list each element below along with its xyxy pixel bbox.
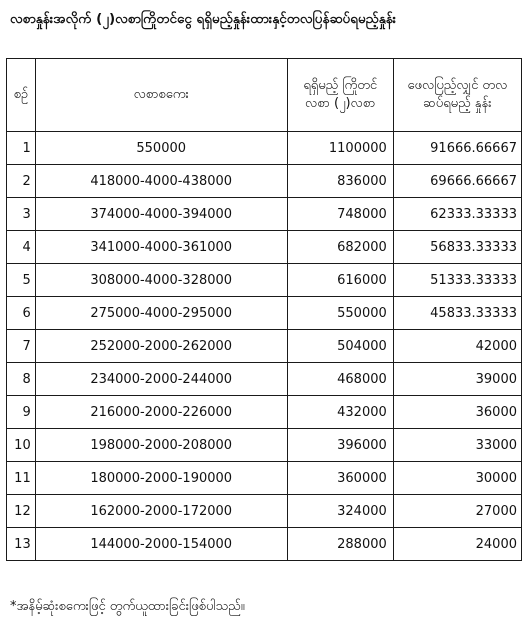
cell-no: 9 bbox=[7, 396, 36, 429]
cell-monthly-repayment: 69666.66667 bbox=[393, 165, 521, 198]
cell-advance-amount: 836000 bbox=[287, 165, 393, 198]
table-row bbox=[7, 396, 522, 429]
cell-advance-amount: 360000 bbox=[287, 462, 393, 495]
header-no: စဉ် bbox=[7, 59, 36, 132]
table-row bbox=[7, 132, 522, 165]
cell-monthly-repayment: 39000 bbox=[393, 363, 521, 396]
cell-no: 10 bbox=[7, 429, 36, 462]
table-row bbox=[7, 528, 522, 561]
cell-no: 12 bbox=[7, 495, 36, 528]
table-row bbox=[7, 165, 522, 198]
cell-advance-amount: 432000 bbox=[287, 396, 393, 429]
page-title: လစာနှုန်းအလိုက် (၂)လစာကြိုတင်ငွေ ရရှိမည့်နှုန်းထားနှင့်တလပြန်ဆပ်ရမည့်နှုန်း bbox=[10, 11, 397, 27]
cell-advance-amount: 288000 bbox=[287, 528, 393, 561]
cell-salary-scale: 308000-4000-328000 bbox=[35, 264, 287, 297]
cell-salary-scale: 216000-2000-226000 bbox=[35, 396, 287, 429]
cell-no: 11 bbox=[7, 462, 36, 495]
header-salary-scale: လစာစကေး bbox=[35, 59, 287, 132]
header-advance-amount: ရရှိမည့် ကြိုတင်လစာ (၂)လစာ bbox=[287, 59, 393, 132]
cell-no: 1 bbox=[7, 132, 36, 165]
cell-salary-scale: 162000-2000-172000 bbox=[35, 495, 287, 528]
table-body bbox=[7, 132, 522, 561]
table-row bbox=[7, 330, 522, 363]
cell-advance-amount: 748000 bbox=[287, 198, 393, 231]
cell-no: 7 bbox=[7, 330, 36, 363]
cell-monthly-repayment: 24000 bbox=[393, 528, 521, 561]
cell-advance-amount: 616000 bbox=[287, 264, 393, 297]
cell-advance-amount: 468000 bbox=[287, 363, 393, 396]
cell-salary-scale: 180000-2000-190000 bbox=[35, 462, 287, 495]
cell-monthly-repayment: 91666.66667 bbox=[393, 132, 521, 165]
cell-monthly-repayment: 42000 bbox=[393, 330, 521, 363]
cell-monthly-repayment: 33000 bbox=[393, 429, 521, 462]
cell-no: 2 bbox=[7, 165, 36, 198]
table-row bbox=[7, 462, 522, 495]
cell-salary-scale: 275000-4000-295000 bbox=[35, 297, 287, 330]
table-row bbox=[7, 231, 522, 264]
cell-monthly-repayment: 45833.33333 bbox=[393, 297, 521, 330]
cell-advance-amount: 550000 bbox=[287, 297, 393, 330]
cell-no: 8 bbox=[7, 363, 36, 396]
table-header-row bbox=[7, 59, 522, 132]
cell-monthly-repayment: 62333.33333 bbox=[393, 198, 521, 231]
cell-monthly-repayment: 30000 bbox=[393, 462, 521, 495]
table-row bbox=[7, 429, 522, 462]
cell-advance-amount: 1100000 bbox=[287, 132, 393, 165]
cell-advance-amount: 396000 bbox=[287, 429, 393, 462]
cell-salary-scale: 341000-4000-361000 bbox=[35, 231, 287, 264]
cell-salary-scale: 144000-2000-154000 bbox=[35, 528, 287, 561]
cell-salary-scale: 550000 bbox=[35, 132, 287, 165]
cell-salary-scale: 374000-4000-394000 bbox=[35, 198, 287, 231]
cell-monthly-repayment: 51333.33333 bbox=[393, 264, 521, 297]
cell-advance-amount: 504000 bbox=[287, 330, 393, 363]
cell-advance-amount: 324000 bbox=[287, 495, 393, 528]
cell-no: 3 bbox=[7, 198, 36, 231]
cell-no: 5 bbox=[7, 264, 36, 297]
cell-salary-scale: 234000-2000-244000 bbox=[35, 363, 287, 396]
salary-advance-table bbox=[6, 58, 522, 561]
cell-advance-amount: 682000 bbox=[287, 231, 393, 264]
table-row bbox=[7, 264, 522, 297]
cell-no: 6 bbox=[7, 297, 36, 330]
cell-monthly-repayment: 36000 bbox=[393, 396, 521, 429]
footnote: *အနိမ့်ဆုံးစကေးဖြင့် တွက်ယူထားခြင်းဖြစ်ပါသည်။ bbox=[10, 599, 245, 614]
header-monthly-repayment: ဖေလပြည့်လျှင် တလဆပ်ရမည့် နှုန်း bbox=[393, 59, 521, 132]
cell-monthly-repayment: 56833.33333 bbox=[393, 231, 521, 264]
cell-salary-scale: 418000-4000-438000 bbox=[35, 165, 287, 198]
cell-salary-scale: 198000-2000-208000 bbox=[35, 429, 287, 462]
table-row bbox=[7, 297, 522, 330]
table-row bbox=[7, 495, 522, 528]
cell-no: 13 bbox=[7, 528, 36, 561]
table-row bbox=[7, 363, 522, 396]
table-row bbox=[7, 198, 522, 231]
cell-salary-scale: 252000-2000-262000 bbox=[35, 330, 287, 363]
cell-no: 4 bbox=[7, 231, 36, 264]
cell-monthly-repayment: 27000 bbox=[393, 495, 521, 528]
